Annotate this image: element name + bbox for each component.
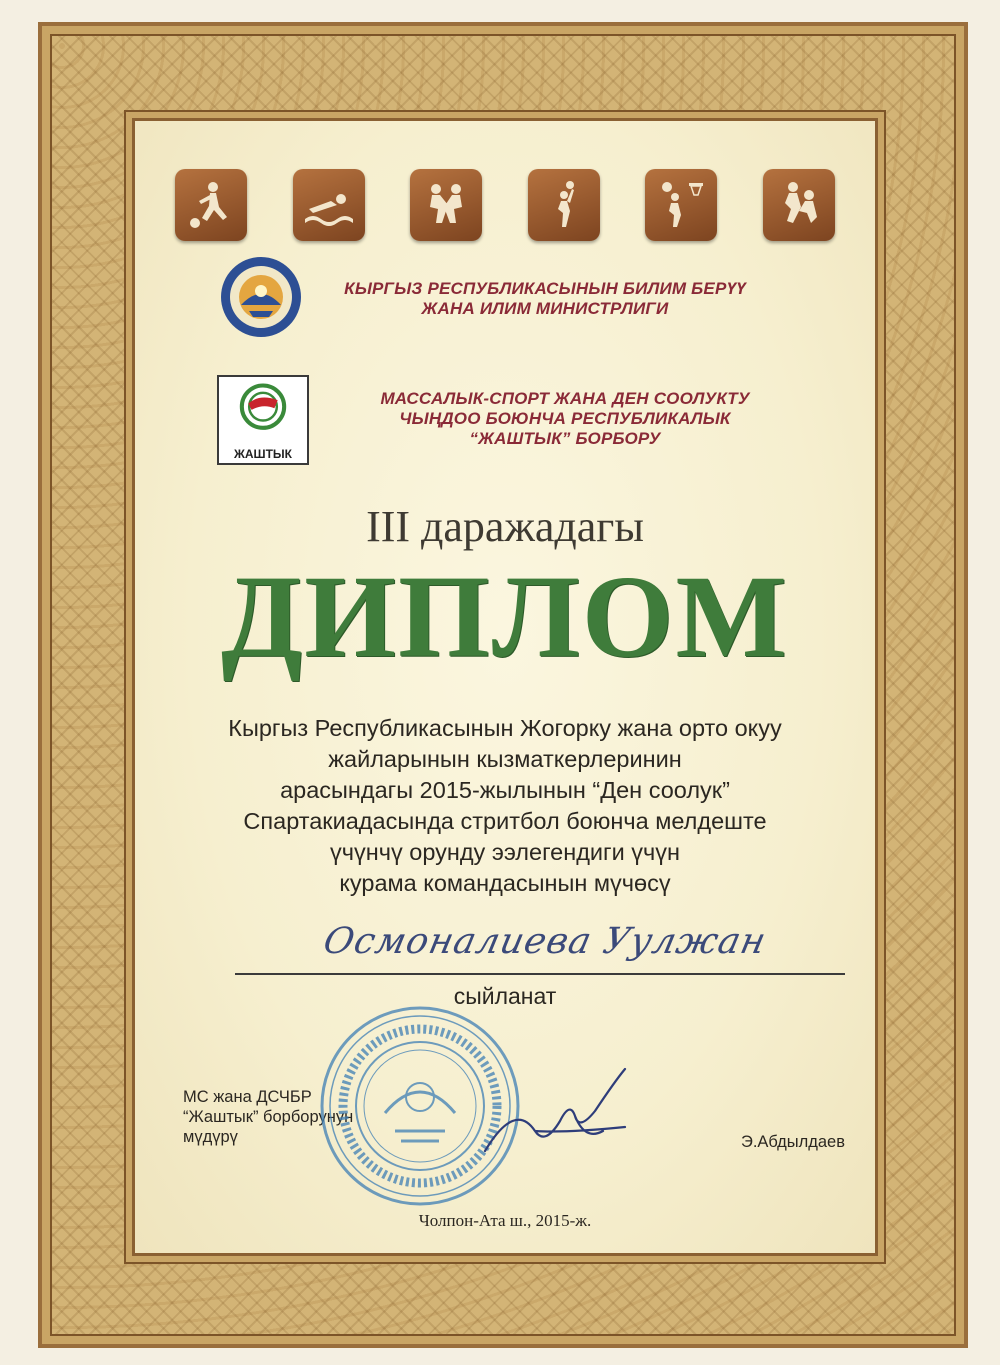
center-name-line1: МАССАЛЫК-СПОРТ ЖАНА ДЕН СООЛУКТУ xyxy=(380,389,750,408)
zhashtyk-logo xyxy=(217,375,309,465)
diploma-title: ДИПЛОМ xyxy=(221,551,789,682)
judo-icon xyxy=(763,169,835,241)
award-description-line: курама командасынын мүчөсү xyxy=(339,870,671,896)
sport-icons-row xyxy=(175,169,835,241)
ministry-emblem-icon xyxy=(219,255,303,339)
award-description-line: үчүнчү орунду ээлегендиги үчүн xyxy=(330,839,680,865)
signature-mark xyxy=(475,1061,635,1171)
center-name-line3: “ЖАШТЫК” БОРБОРУ xyxy=(469,429,661,448)
award-description-line: Кыргыз Республикасынын Жогорку жана орто окуу xyxy=(228,715,782,741)
awarded-label: сыйланат xyxy=(453,983,557,1009)
award-description-line: жайларынын кызматкерлеринин xyxy=(328,746,682,772)
signer-name: Э.Абдылдаев xyxy=(740,1133,845,1151)
recipient-name: Осмоналиева Уулжан xyxy=(319,921,771,962)
recipient-underline xyxy=(235,973,845,975)
award-description-line: арасындагы 2015-жылынын “Ден соолук” xyxy=(280,777,730,803)
center-name xyxy=(305,389,825,449)
ministry-name-line1: КЫРГЫЗ РЕСПУБЛИКАСЫНЫН БИЛИМ БЕРҮҮ xyxy=(344,279,746,298)
swimming-icon xyxy=(293,169,365,241)
football-icon xyxy=(175,169,247,241)
ministry-name-line2: ЖАНА ИЛИМ МИНИСТРЛИГИ xyxy=(421,299,669,318)
place-and-date: Чолпон-Ата ш., 2015-ж. xyxy=(418,1211,592,1230)
signer-position-line1: МС жана ДСЧБР xyxy=(183,1088,312,1106)
signer-position-line2: “Жаштык” борборунун xyxy=(183,1108,354,1126)
diploma-sheet xyxy=(38,22,968,1348)
award-description xyxy=(165,713,845,899)
award-description-line: Спартакиадасында стритбол боюнча мелдеште xyxy=(243,808,767,834)
diploma-inner-panel xyxy=(132,118,878,1256)
signer-position-line3: мүдүрү xyxy=(183,1128,238,1146)
ministry-name xyxy=(315,279,775,319)
center-name-line2: ЧЫҢДОО БОЮНЧА РЕСПУБЛИКАЛЫК xyxy=(399,409,731,428)
degree-label: III даражадагы xyxy=(366,502,644,551)
wrestling-icon xyxy=(410,169,482,241)
basketball-icon xyxy=(645,169,717,241)
volleyball-icon xyxy=(528,169,600,241)
zhashtyk-logo-label: ЖАШТЫК xyxy=(234,447,292,461)
